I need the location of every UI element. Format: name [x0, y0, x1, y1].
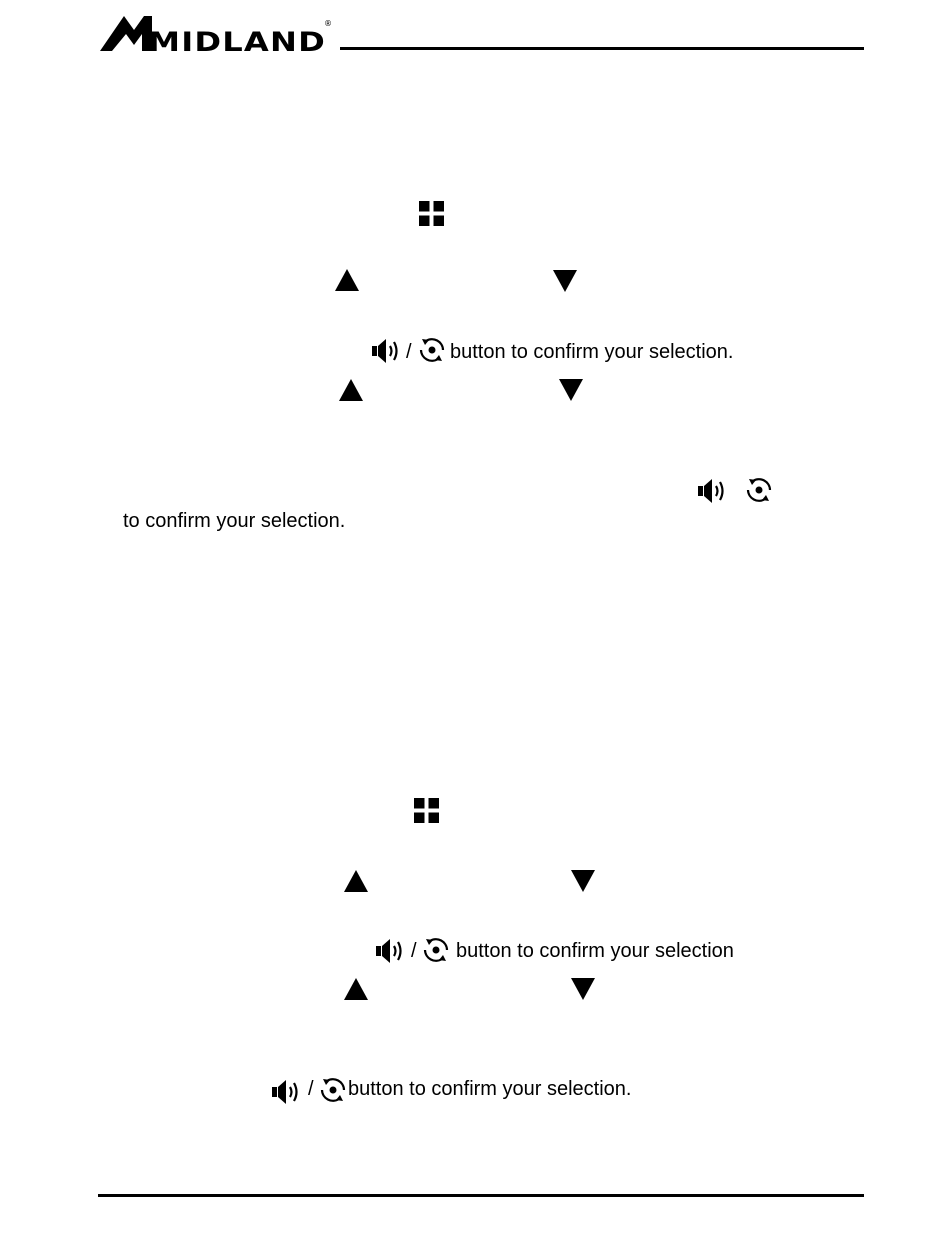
up-arrow-icon	[335, 269, 359, 291]
up-arrow-icon	[344, 978, 368, 1000]
confirm-instruction-final: button to confirm your selection.	[348, 1078, 632, 1100]
footer-rule	[98, 1194, 864, 1197]
scan-icon	[423, 937, 449, 963]
speaker-icon	[698, 478, 730, 504]
speaker-icon	[372, 338, 404, 364]
speaker-icon	[376, 938, 408, 964]
down-arrow-icon	[571, 870, 595, 892]
speaker-icon	[272, 1079, 304, 1105]
down-arrow-icon	[559, 379, 583, 401]
logo-text: MIDLAND	[148, 27, 326, 58]
scan-icon	[419, 337, 445, 363]
up-arrow-icon	[344, 870, 368, 892]
midland-logo	[100, 14, 332, 58]
up-arrow-icon	[339, 379, 363, 401]
scan-icon	[320, 1077, 346, 1103]
header-rule	[340, 47, 864, 50]
menu-grid-icon	[414, 798, 439, 823]
registered-mark: ®	[324, 19, 332, 28]
confirm-instruction: button to confirm your selection	[456, 940, 734, 962]
slash: /	[411, 940, 417, 962]
down-arrow-icon	[553, 270, 577, 292]
confirm-instruction: button to confirm your selection.	[450, 341, 734, 363]
slash: /	[308, 1078, 314, 1100]
menu-grid-icon	[419, 201, 444, 226]
confirm-instruction-continued: to confirm your selection.	[123, 510, 346, 532]
slash: /	[406, 341, 412, 363]
down-arrow-icon	[571, 978, 595, 1000]
scan-icon	[746, 477, 772, 503]
